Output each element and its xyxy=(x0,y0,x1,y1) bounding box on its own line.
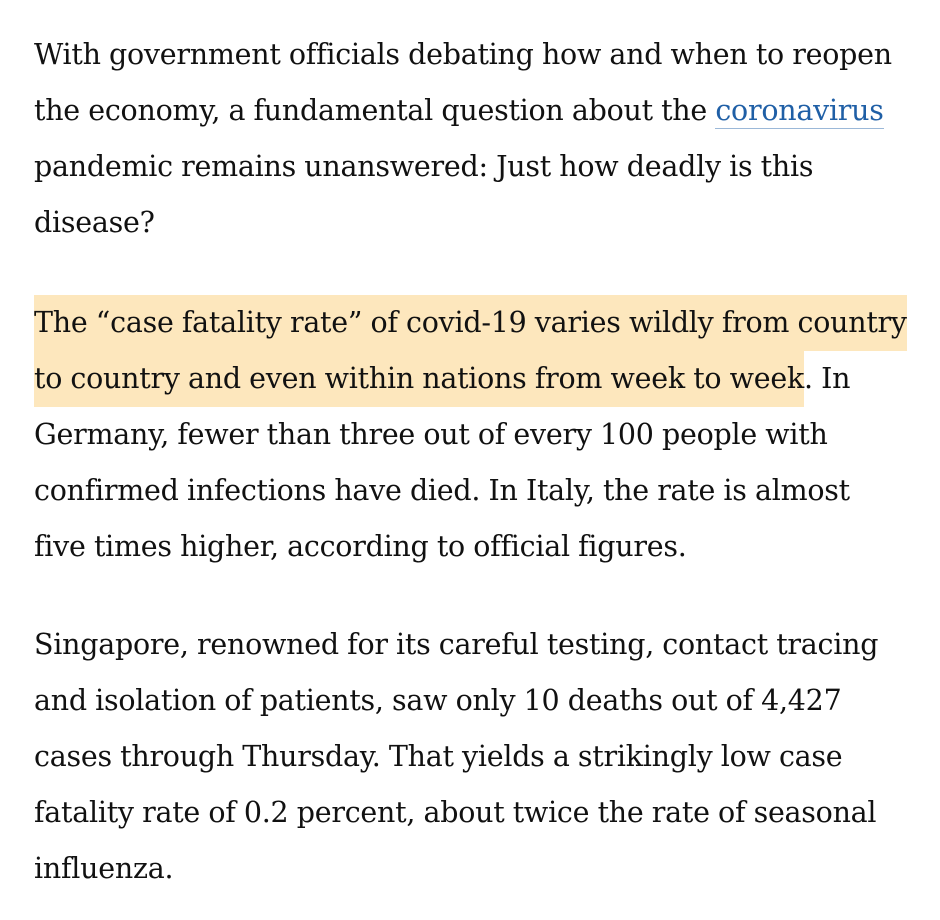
highlighted-text[interactable]: to country and even within nations from week to week xyxy=(34,351,804,407)
paragraph-line: Germany, fewer than three out of every 100 people with xyxy=(34,418,828,451)
paragraph-line: fatality rate of 0.2 percent, about twice the rate of seasonal xyxy=(34,796,877,829)
paragraph-line: pandemic remains unanswered: Just how deadly is this xyxy=(34,150,814,183)
paragraph-line xyxy=(34,295,907,351)
line-text: . In xyxy=(804,362,851,395)
paragraph-line: and isolation of patients, saw only 10 deaths out of 4,427 xyxy=(34,684,842,717)
paragraph-line xyxy=(34,351,850,407)
paragraph-line: cases through Thursday. That yields a strikingly low case xyxy=(34,740,843,773)
paragraph-line: confirmed infections have died. In Italy, the rate is almost xyxy=(34,474,850,507)
coronavirus-link[interactable]: coronavirus xyxy=(715,94,884,127)
highlighted-text[interactable]: The “case fatality rate” of covid-19 varies wildly from country xyxy=(34,295,907,351)
line-text: the economy, a fundamental question about the xyxy=(34,94,716,127)
paragraph-line: With government officials debating how and when to reopen xyxy=(34,38,892,71)
paragraph-line: Singapore, renowned for its careful testing, contact tracing xyxy=(34,628,879,661)
paragraph-line: influenza. xyxy=(34,852,174,885)
paragraph-line: five times higher, according to official figures. xyxy=(34,530,687,563)
paragraph-line xyxy=(34,83,884,139)
paragraph-line: disease? xyxy=(34,206,155,239)
